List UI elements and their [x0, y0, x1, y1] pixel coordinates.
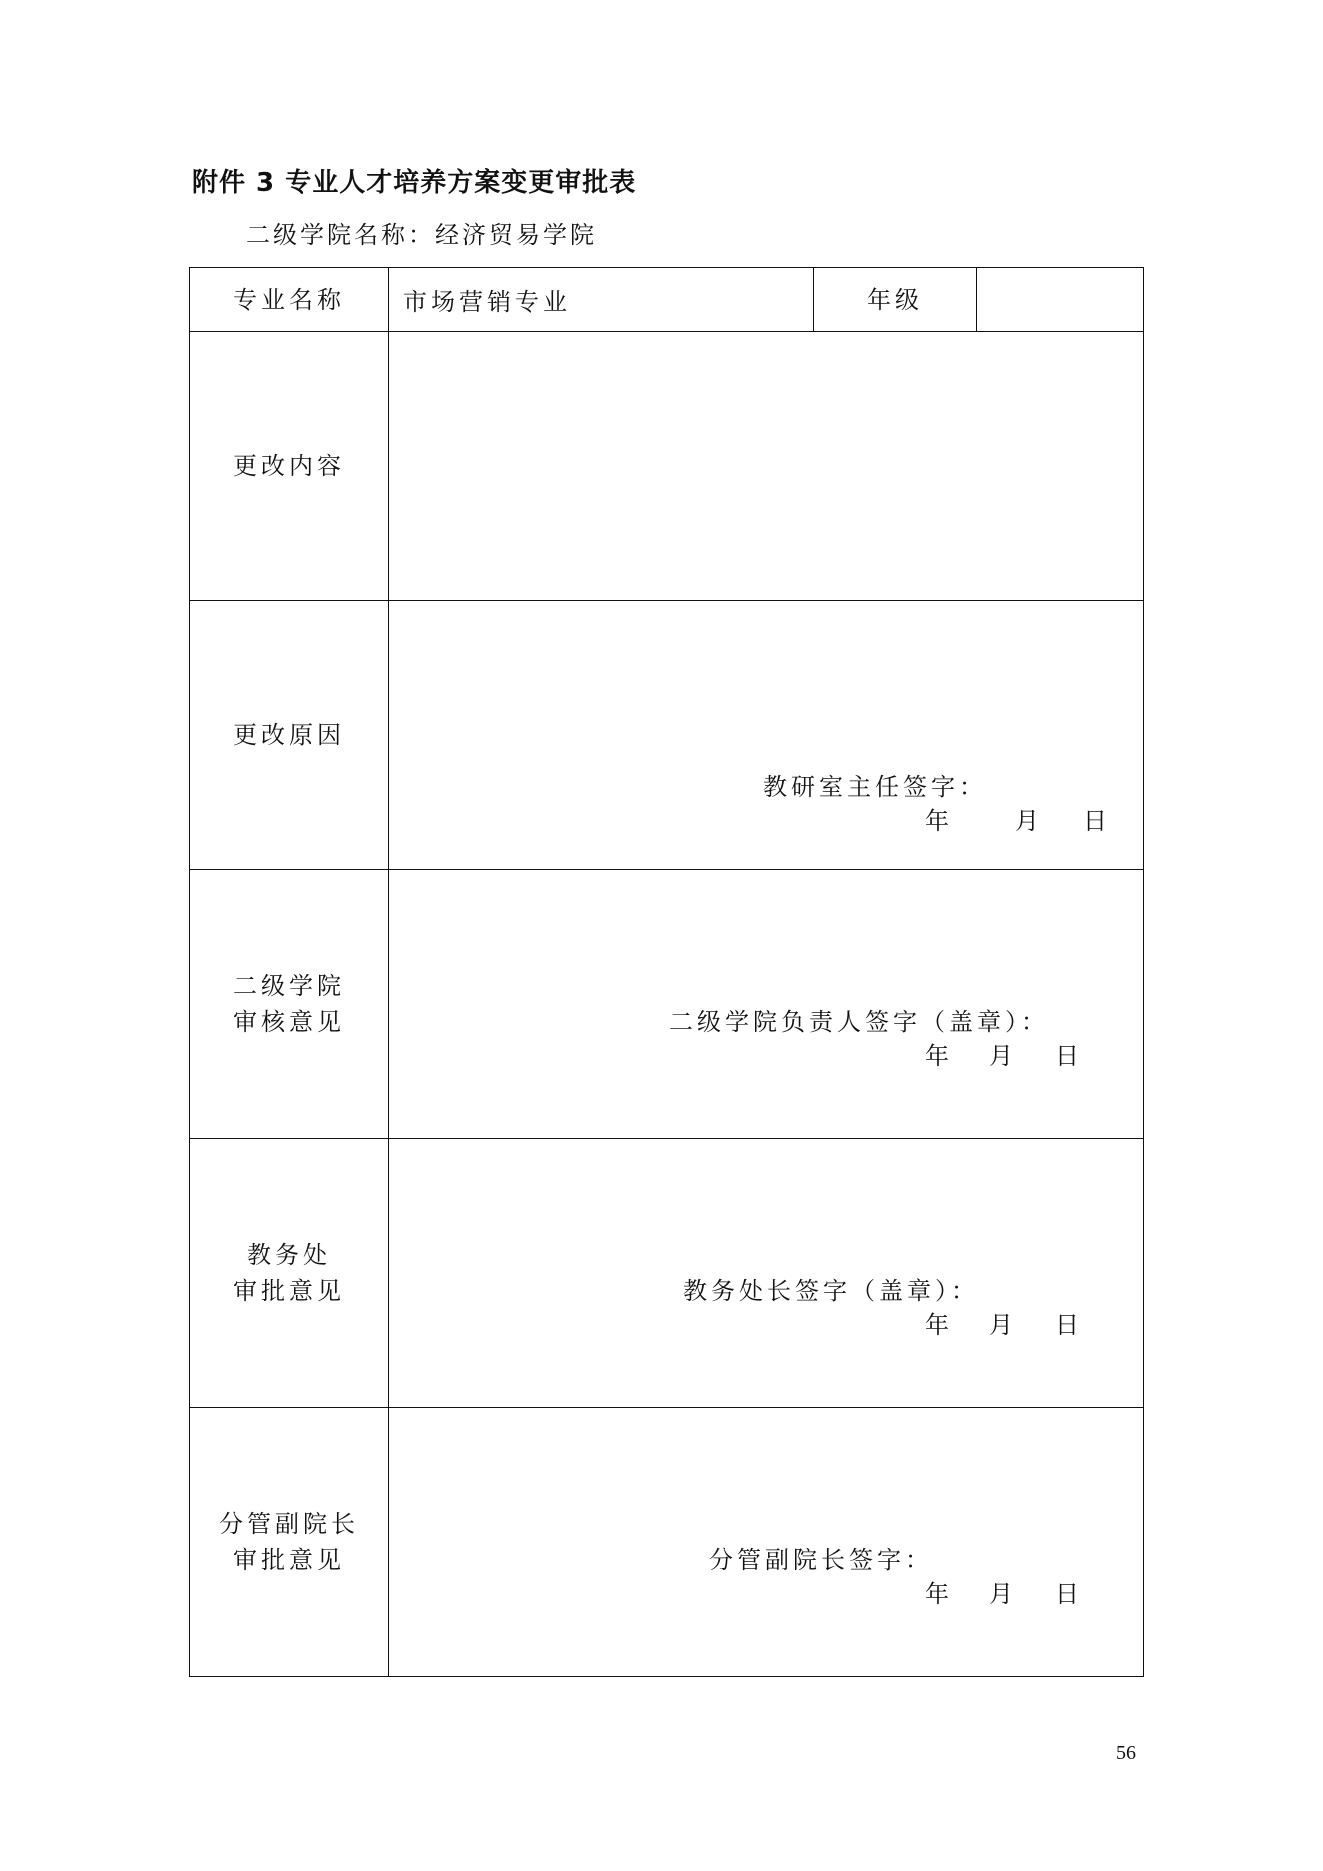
- date-month-label: 月: [1015, 807, 1043, 835]
- date-day-label: 日: [1055, 1580, 1083, 1608]
- change-reason-field[interactable]: [389, 601, 1144, 870]
- grade-label-cell: [814, 268, 977, 332]
- major-label: 专业名称: [233, 285, 345, 314]
- section-row-college-review: [190, 870, 1144, 1139]
- date-year-label: 年: [925, 1580, 953, 1608]
- date-day-label: 日: [1055, 1042, 1083, 1070]
- approval-form-table: [189, 267, 1144, 1677]
- section-label-cell: [190, 1139, 389, 1408]
- section-label-cell: [190, 1408, 389, 1677]
- date-year-label: 年: [925, 1311, 953, 1339]
- grade-label: 年级: [867, 285, 923, 314]
- major-info-row: [190, 268, 1144, 332]
- section-row-vice-president: [190, 1408, 1144, 1677]
- college-name-line: [246, 215, 597, 250]
- college-label: 二级学院名称：: [246, 221, 435, 249]
- section-label-cell: [190, 870, 389, 1139]
- change-content-field[interactable]: [389, 332, 1144, 601]
- signature-label: 教务处长签字（盖章）：: [683, 1277, 979, 1305]
- page-number: 56: [1116, 1742, 1136, 1764]
- signature-label: 二级学院负责人签字（盖章）：: [669, 1008, 1049, 1036]
- section-label-line: 更改原因: [233, 721, 345, 749]
- major-label-cell: [190, 268, 389, 332]
- section-label-line: 教务处: [247, 1241, 331, 1269]
- date-year-label: 年: [925, 1042, 953, 1070]
- section-label-line: 分管副院长: [219, 1510, 359, 1538]
- college-review-field[interactable]: [389, 870, 1144, 1139]
- section-label-line: 审批意见: [233, 1277, 345, 1305]
- college-name: 经济贸易学院: [435, 221, 597, 249]
- date-year-label: 年: [925, 807, 953, 835]
- major-value-cell[interactable]: [389, 268, 814, 332]
- section-label-cell: [190, 332, 389, 601]
- date-month-label: 月: [989, 1311, 1017, 1339]
- page-title: 附件 3 专业人才培养方案变更审批表: [192, 168, 637, 198]
- grade-value-cell[interactable]: [977, 268, 1144, 332]
- section-label-line: 二级学院: [233, 972, 345, 1000]
- vice-president-review-field[interactable]: [389, 1408, 1144, 1677]
- academic-affairs-review-field[interactable]: [389, 1139, 1144, 1408]
- date-day-label: 日: [1083, 807, 1111, 835]
- section-label-cell: [190, 601, 389, 870]
- date-day-label: 日: [1055, 1311, 1083, 1339]
- section-label-line: 审批意见: [233, 1546, 345, 1574]
- signature-label: 分管副院长签字：: [709, 1546, 933, 1574]
- date-month-label: 月: [989, 1042, 1017, 1070]
- section-row-change-content: [190, 332, 1144, 601]
- section-row-change-reason: [190, 601, 1144, 870]
- section-label-line: 更改内容: [233, 452, 345, 480]
- major-value: 市场营销专业: [403, 288, 571, 316]
- date-month-label: 月: [989, 1580, 1017, 1608]
- section-row-academic-affairs: [190, 1139, 1144, 1408]
- signature-label: 教研室主任签字：: [763, 773, 987, 801]
- section-label-line: 审核意见: [233, 1008, 345, 1036]
